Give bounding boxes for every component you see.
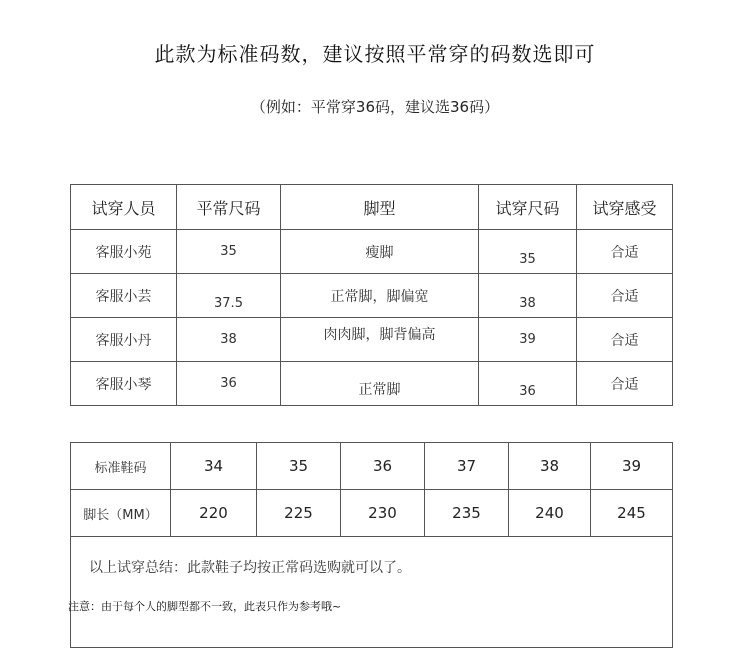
foot-length-cell: 235 <box>425 490 509 537</box>
fit-feeling: 合适 <box>577 318 673 362</box>
tester-name: 客服小芸 <box>71 274 177 318</box>
headline: 此款为标准码数，建议按照平常穿的码数选即可 <box>154 42 596 66</box>
shoe-size-cell: 34 <box>171 443 257 490</box>
usual-size: 38 <box>177 318 281 362</box>
foot-length-label: 脚长（MM） <box>71 490 171 537</box>
header-trial-size: 试穿尺码 <box>479 185 577 230</box>
shoe-size-cell: 35 <box>257 443 341 490</box>
trial-table <box>70 184 673 406</box>
tester-name: 客服小丹 <box>71 318 177 362</box>
table-row <box>71 274 673 318</box>
tester-name: 客服小琴 <box>71 362 177 406</box>
summary-text: 以上试穿总结：此款鞋子均按正常码选购就可以了。 <box>71 537 673 648</box>
header-usual-size: 平常尺码 <box>177 185 281 230</box>
footnote: 注意：由于每个人的脚型都不一致，此表只作为参考哦~ <box>68 600 342 613</box>
foot-type: 正常脚，脚偏宽 <box>281 274 479 318</box>
header-tester: 试穿人员 <box>71 185 177 230</box>
foot-length-row <box>71 490 673 537</box>
example-note: （例如：平常穿36码，建议选36码） <box>250 98 500 116</box>
trial-size: 39 <box>479 318 577 362</box>
shoe-size-row <box>71 443 673 490</box>
shoe-size-label: 标准鞋码 <box>71 443 171 490</box>
header-foot-type: 脚型 <box>281 185 479 230</box>
foot-length-cell: 220 <box>171 490 257 537</box>
trial-header-row <box>71 185 673 230</box>
usual-size: 37.5 <box>177 274 281 318</box>
shoe-size-cell: 36 <box>341 443 425 490</box>
trial-size: 36 <box>479 362 577 406</box>
shoe-size-cell: 38 <box>509 443 591 490</box>
summary-row <box>71 537 673 648</box>
fit-feeling: 合适 <box>577 362 673 406</box>
table-row <box>71 362 673 406</box>
foot-length-cell: 245 <box>591 490 673 537</box>
usual-size: 35 <box>177 230 281 274</box>
header-feeling: 试穿感受 <box>577 185 673 230</box>
size-table <box>70 442 673 648</box>
foot-length-cell: 230 <box>341 490 425 537</box>
foot-type: 肉肉脚，脚背偏高 <box>281 318 479 362</box>
table-row <box>71 230 673 274</box>
shoe-size-cell: 39 <box>591 443 673 490</box>
foot-type: 正常脚 <box>281 362 479 406</box>
foot-type: 瘦脚 <box>281 230 479 274</box>
usual-size: 36 <box>177 362 281 406</box>
trial-size: 38 <box>479 274 577 318</box>
fit-feeling: 合适 <box>577 230 673 274</box>
table-row <box>71 318 673 362</box>
tester-name: 客服小苑 <box>71 230 177 274</box>
shoe-size-cell: 37 <box>425 443 509 490</box>
foot-length-cell: 225 <box>257 490 341 537</box>
foot-length-cell: 240 <box>509 490 591 537</box>
trial-size: 35 <box>479 230 577 274</box>
fit-feeling: 合适 <box>577 274 673 318</box>
